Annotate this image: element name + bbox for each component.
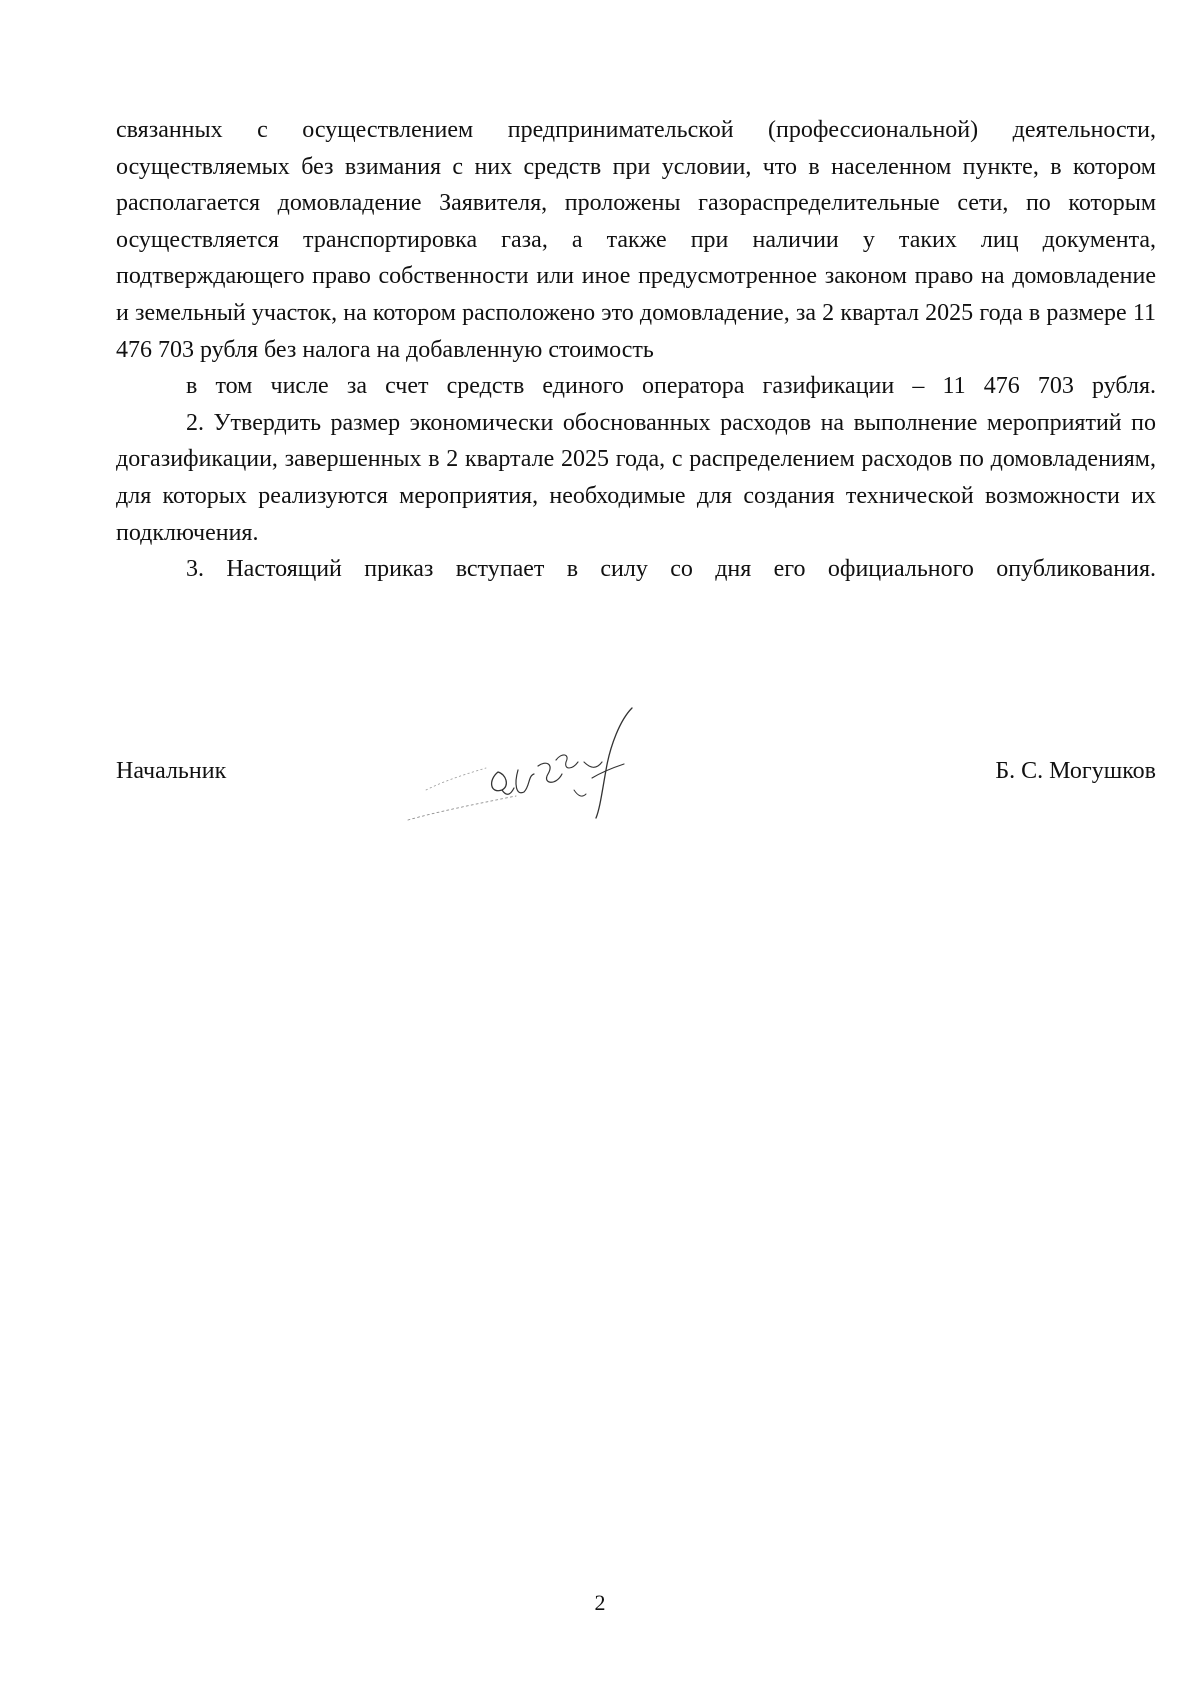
paragraph-item-2: 2. Утвердить размер экономически обоснованных расходов на выполнение мероприятий по догазификации, завершенных в 2 квартале 2025 года, с распределением расходов по домовладениям, для которых реализуются мероприятия, необходимые для создания технической возможности их подключения. <box>116 409 1156 546</box>
paragraph-continuation: связанных с осуществлением предпринимательской (профессиональной) деятельности, осуществляемых без взимания с них средств при условии, что в населенном пункте, в котором располагается домовладение Заявителя, проложены газораспределительные сети, по которым осуществляется транспортировка газа, а также при наличии у таких лиц документа, подтверждающего право собственности или иное предусмотренное законом право на домовладение и земельный участок, на котором расположено это домовладение, за 2 квартал 2025 года в размере 11 476 703 рубля без налога на добавленную стоимость <box>116 117 1156 363</box>
page-number: 2 <box>594 1590 606 1615</box>
handwritten-signature <box>406 700 666 840</box>
signatory-name: Б. С. Могушков <box>995 758 1156 784</box>
paragraph-item-3: 3. Настоящий приказ вступает в силу со дня его официального опубликования. <box>186 556 1156 583</box>
paragraph-operator-funds: в том числе за счет средств единого оператора газификации – 11 476 703 рубля. <box>186 373 1156 400</box>
document-body <box>116 112 1156 588</box>
signatory-position: Начальник <box>116 758 227 784</box>
signature-block <box>116 730 1156 820</box>
